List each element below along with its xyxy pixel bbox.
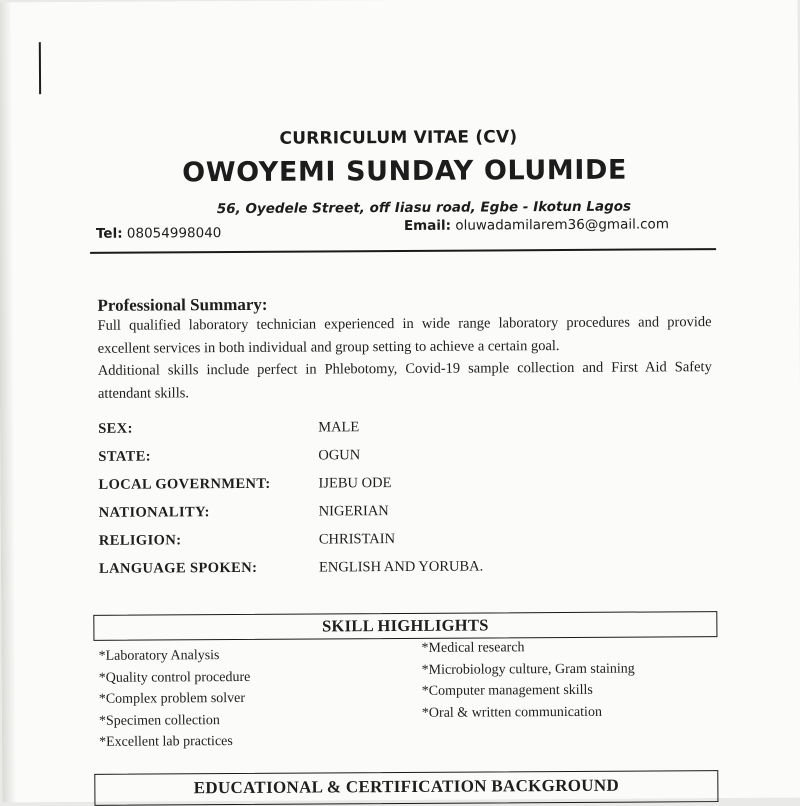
summary-paragraph: Additional skills include perfect in Phlebotomy, Covid-19 sample collection and First Aid Safety attendant skills.	[97, 359, 712, 402]
email	[404, 216, 669, 234]
info-value: ENGLISH AND YORUBA.	[318, 558, 484, 576]
skill-item: *Complex problem solver	[98, 690, 246, 707]
info-row-local-government	[98, 473, 698, 493]
info-value: MALE	[318, 419, 360, 436]
candidate-name: OWOYEMI SUNDAY OLUMIDE	[182, 154, 628, 189]
info-value: CHRISTAIN	[318, 531, 396, 548]
skills-right-column	[421, 637, 635, 724]
info-row-nationality	[98, 501, 699, 521]
skill-item: *Medical research	[421, 640, 525, 656]
info-label: RELIGION:	[98, 532, 182, 549]
summary-heading: Professional Summary:	[97, 294, 268, 315]
header-divider	[90, 248, 716, 254]
info-label: LANGUAGE SPOKEN:	[98, 559, 258, 577]
skill-item: *Excellent lab practices	[99, 734, 233, 750]
pen-margin-mark	[39, 42, 41, 94]
info-value: IJEBU ODE	[318, 475, 392, 492]
skill-item: *Quality control procedure	[98, 669, 251, 686]
summary-text	[97, 311, 712, 405]
info-row-language	[98, 557, 699, 577]
telephone	[96, 225, 221, 242]
info-label: NATIONALITY:	[98, 504, 210, 521]
email-value: oluwadamilarem36@gmail.com	[455, 216, 669, 234]
info-label: LOCAL GOVERNMENT:	[98, 475, 271, 493]
info-row-religion	[98, 529, 699, 549]
telephone-value: 08054998040	[126, 225, 222, 242]
skills-left-column	[98, 645, 250, 753]
info-row-sex	[98, 417, 698, 437]
telephone-label: Tel:	[95, 225, 123, 242]
document-title: CURRICULUM VITAE (CV)	[279, 127, 518, 149]
education-box	[94, 770, 718, 806]
info-label: STATE:	[98, 448, 152, 465]
skill-item: *Microbiology culture, Gram staining	[421, 661, 635, 678]
email-label: Email:	[403, 217, 452, 234]
skill-item: *Laboratory Analysis	[98, 648, 220, 664]
education-heading: EDUCATIONAL & CERTIFICATION BACKGROUND	[193, 775, 620, 798]
skill-item: *Specimen collection	[98, 712, 220, 729]
info-value: NIGERIAN	[318, 503, 389, 520]
page-edge-shadow	[0, 2, 16, 802]
info-value: OGUN	[318, 447, 361, 464]
info-label: SEX:	[98, 420, 133, 437]
summary-paragraph: Full qualified laboratory technician experienced in wide range laboratory procedures and provide excellent services in both individual and group setting to achieve a certain goal.	[97, 314, 712, 357]
skill-highlights-heading: SKILL HIGHLIGHTS	[321, 615, 489, 636]
skill-item: *Computer management skills	[421, 682, 593, 699]
skill-item: *Oral & written communication	[421, 704, 602, 721]
info-row-state	[98, 445, 698, 465]
address-line: 56, Oyedele Street, off Iiasu road, Egbe - Ikotun Lagos	[216, 198, 632, 218]
